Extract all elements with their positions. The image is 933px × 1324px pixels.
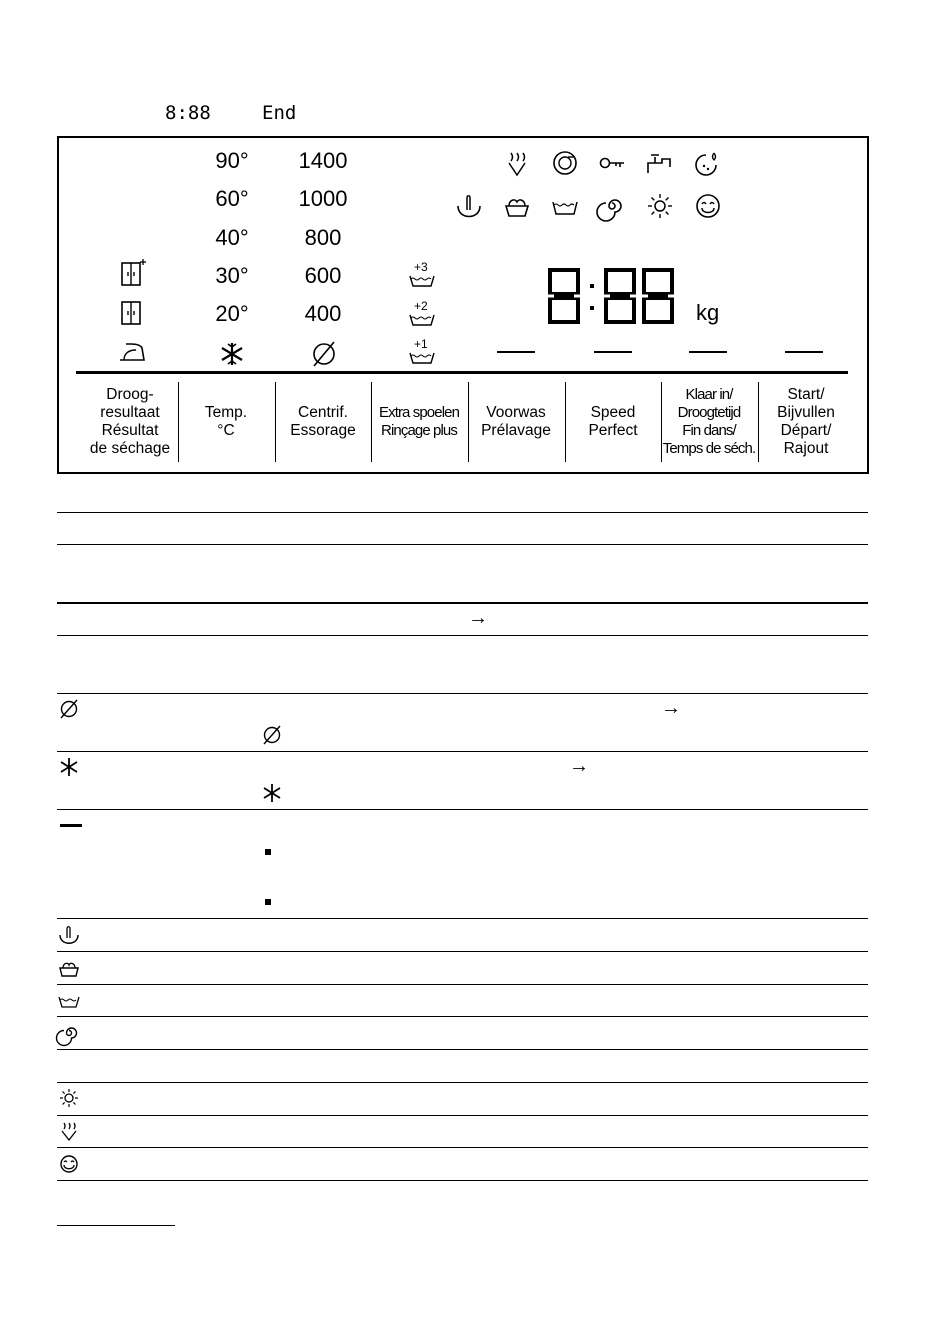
- table-rule: [57, 809, 868, 810]
- spin-1400: 1400: [298, 148, 348, 173]
- indicator-dash-4: [785, 351, 823, 353]
- no-spin-icon: [58, 698, 80, 720]
- table-rule: [57, 1180, 868, 1181]
- table-rule: [57, 1049, 868, 1050]
- spin-600: 600: [304, 263, 342, 288]
- weight-unit: kg: [696, 300, 720, 325]
- cupboard-dry-plus-icon: [118, 260, 146, 288]
- speed-perfect-button[interactable]: Speed Perfect: [588, 404, 638, 439]
- refresh-icon: [694, 192, 722, 220]
- rinse-plus-2: +2: [408, 299, 438, 329]
- spin-1000: 1000: [298, 186, 348, 211]
- big-display: [546, 266, 676, 326]
- end-readout: End: [262, 102, 297, 124]
- key-icon: [598, 149, 626, 177]
- table-rule: [57, 984, 868, 985]
- finish-in-button[interactable]: Klaar in/ Droogtetijd Fin dans/ Temps de séch.: [662, 386, 756, 457]
- time-readout: 8:88: [165, 102, 211, 124]
- temp-90: 90°: [215, 148, 249, 173]
- table-rule: [57, 602, 868, 604]
- cupboard-dry-icon: [118, 299, 146, 327]
- spin-icon: [598, 192, 626, 220]
- dash-icon: [60, 824, 82, 827]
- spin-icon: [58, 1022, 80, 1044]
- iron-dry-icon: [118, 338, 146, 366]
- wash-icon: [551, 192, 579, 220]
- rinse-plus-1: +1: [408, 337, 438, 367]
- arrow-3: →: [569, 755, 589, 777]
- table-rule: [57, 693, 868, 694]
- table-rule: [57, 1016, 868, 1017]
- indicator-dash-2: [594, 351, 632, 353]
- spin-400: 400: [304, 301, 342, 326]
- indicator-dash-3: [689, 351, 727, 353]
- dry-icon: [58, 1087, 80, 1109]
- table-rule: [57, 512, 868, 513]
- table-rule: [57, 1115, 868, 1116]
- no-spin-icon: [310, 340, 338, 368]
- hand-wash-icon: [455, 192, 483, 220]
- anti-crease-icon: [694, 149, 722, 177]
- rinse-plus-3: +3: [408, 260, 438, 290]
- temp-30: 30°: [215, 263, 249, 288]
- indicator-dash-1: [497, 351, 535, 353]
- tap-icon: [646, 149, 674, 177]
- arrow-2: →: [661, 697, 681, 719]
- prewash-icon: [58, 957, 80, 979]
- extra-rinse-button[interactable]: Extra spoelen Rinçage plus: [378, 404, 460, 439]
- drum-clean-icon: [551, 149, 579, 177]
- arrow-1: →: [468, 607, 488, 629]
- table-rule: [57, 918, 868, 919]
- cold-icon: [261, 782, 283, 804]
- cold-icon: [218, 340, 246, 368]
- temp-40: 40°: [215, 225, 249, 250]
- bullet: [265, 849, 271, 855]
- temp-20: 20°: [215, 301, 249, 326]
- footnote-rule: [57, 1225, 175, 1226]
- table-rule: [57, 751, 868, 752]
- refresh-icon: [58, 1153, 80, 1175]
- panel-divider: [76, 371, 848, 374]
- steam-icon: [503, 149, 531, 177]
- temperature-button[interactable]: Temp. °C: [204, 404, 248, 439]
- temp-60: 60°: [215, 186, 249, 211]
- wash-icon: [58, 990, 80, 1012]
- start-button[interactable]: Start/ Bijvullen Départ/ Rajout: [777, 386, 835, 457]
- cold-icon: [58, 756, 80, 778]
- prewash-icon: [503, 192, 531, 220]
- dry-result-button[interactable]: Droog- resultaat Résultat de séchage: [89, 386, 171, 457]
- hand-wash-icon: [58, 924, 80, 946]
- table-rule: [57, 544, 868, 545]
- table-rule: [57, 1082, 868, 1083]
- table-rule: [57, 635, 868, 636]
- steam-icon: [58, 1120, 80, 1142]
- prewash-button[interactable]: Voorwas Prélavage: [481, 404, 551, 439]
- no-spin-icon: [261, 724, 283, 746]
- table-rule: [57, 951, 868, 952]
- table-rule: [57, 1147, 868, 1148]
- bullet: [265, 899, 271, 905]
- spin-button[interactable]: Centrif. Essorage: [290, 404, 356, 439]
- dry-icon: [646, 192, 674, 220]
- spin-800: 800: [304, 225, 342, 250]
